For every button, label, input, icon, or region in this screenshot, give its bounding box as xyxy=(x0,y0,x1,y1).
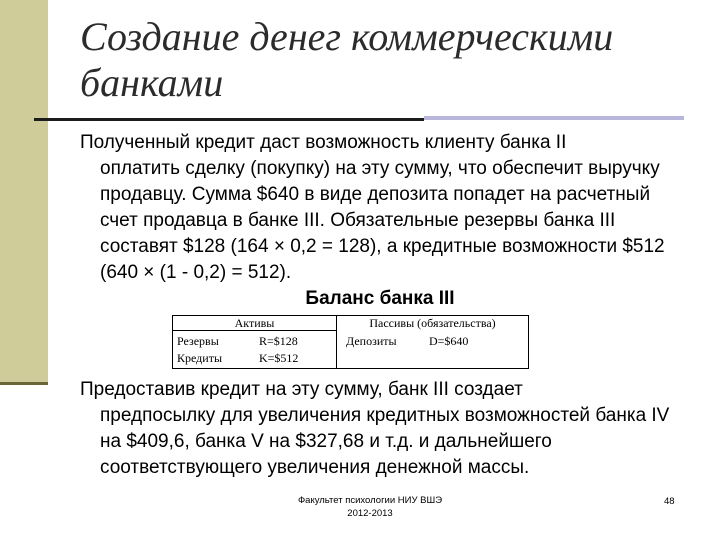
deposits-value: D=$640 xyxy=(429,334,469,348)
title-underline xyxy=(34,118,424,121)
paragraph-continuation: оплатить сделку (покупку) на эту сумму, что обеспечит выручку продавцу. Сумма $640 в виде депозита попадет на расчетный счет продавца в банке III. Обязательные резервы банка III составят $128 (164 × 0,2 = 128), а кредитные возможности $512 (640 × (1 - 0,2) = 512). xyxy=(100,158,665,283)
balance-caption: Баланс банка III xyxy=(305,288,455,309)
loans-label: Кредиты xyxy=(177,351,223,365)
paragraph-first-line: Полученный кредит даст возможность клиенту банка II xyxy=(80,132,567,153)
assets-header: Активы xyxy=(234,316,275,330)
slide-title: Создание денег коммерческими банками xyxy=(80,14,614,105)
table-header-rule xyxy=(173,330,336,331)
title-underline-accent xyxy=(424,116,684,120)
sidebar-divider xyxy=(0,382,48,385)
page-number: 48 xyxy=(664,496,675,507)
deposits-label: Депозиты xyxy=(346,334,397,348)
paragraph-first-line: Предоставив кредит на эту сумму, банк III создает xyxy=(80,379,523,400)
loans-value: K=$512 xyxy=(259,351,299,365)
paragraph-multiplier xyxy=(80,377,680,481)
reserves-value: R=$128 xyxy=(259,334,298,348)
balance-table xyxy=(172,315,529,369)
footer-faculty: Факультет психологии НИУ ВШЭ xyxy=(297,495,443,506)
reserves-label: Резервы xyxy=(177,334,219,348)
footer xyxy=(290,494,450,520)
sidebar-decoration xyxy=(0,0,48,384)
liabilities-header: Пассивы (обязательства) xyxy=(369,316,496,330)
footer-year: 2012-2013 xyxy=(347,508,393,519)
paragraph-continuation: предпосылку для увеличения кредитных возможностей банка IV на $409,6, банка V на $327,68 и т.д. и дальнейшего соответствующего увеличения денежной массы. xyxy=(100,405,670,478)
paragraph-credit xyxy=(80,130,680,286)
